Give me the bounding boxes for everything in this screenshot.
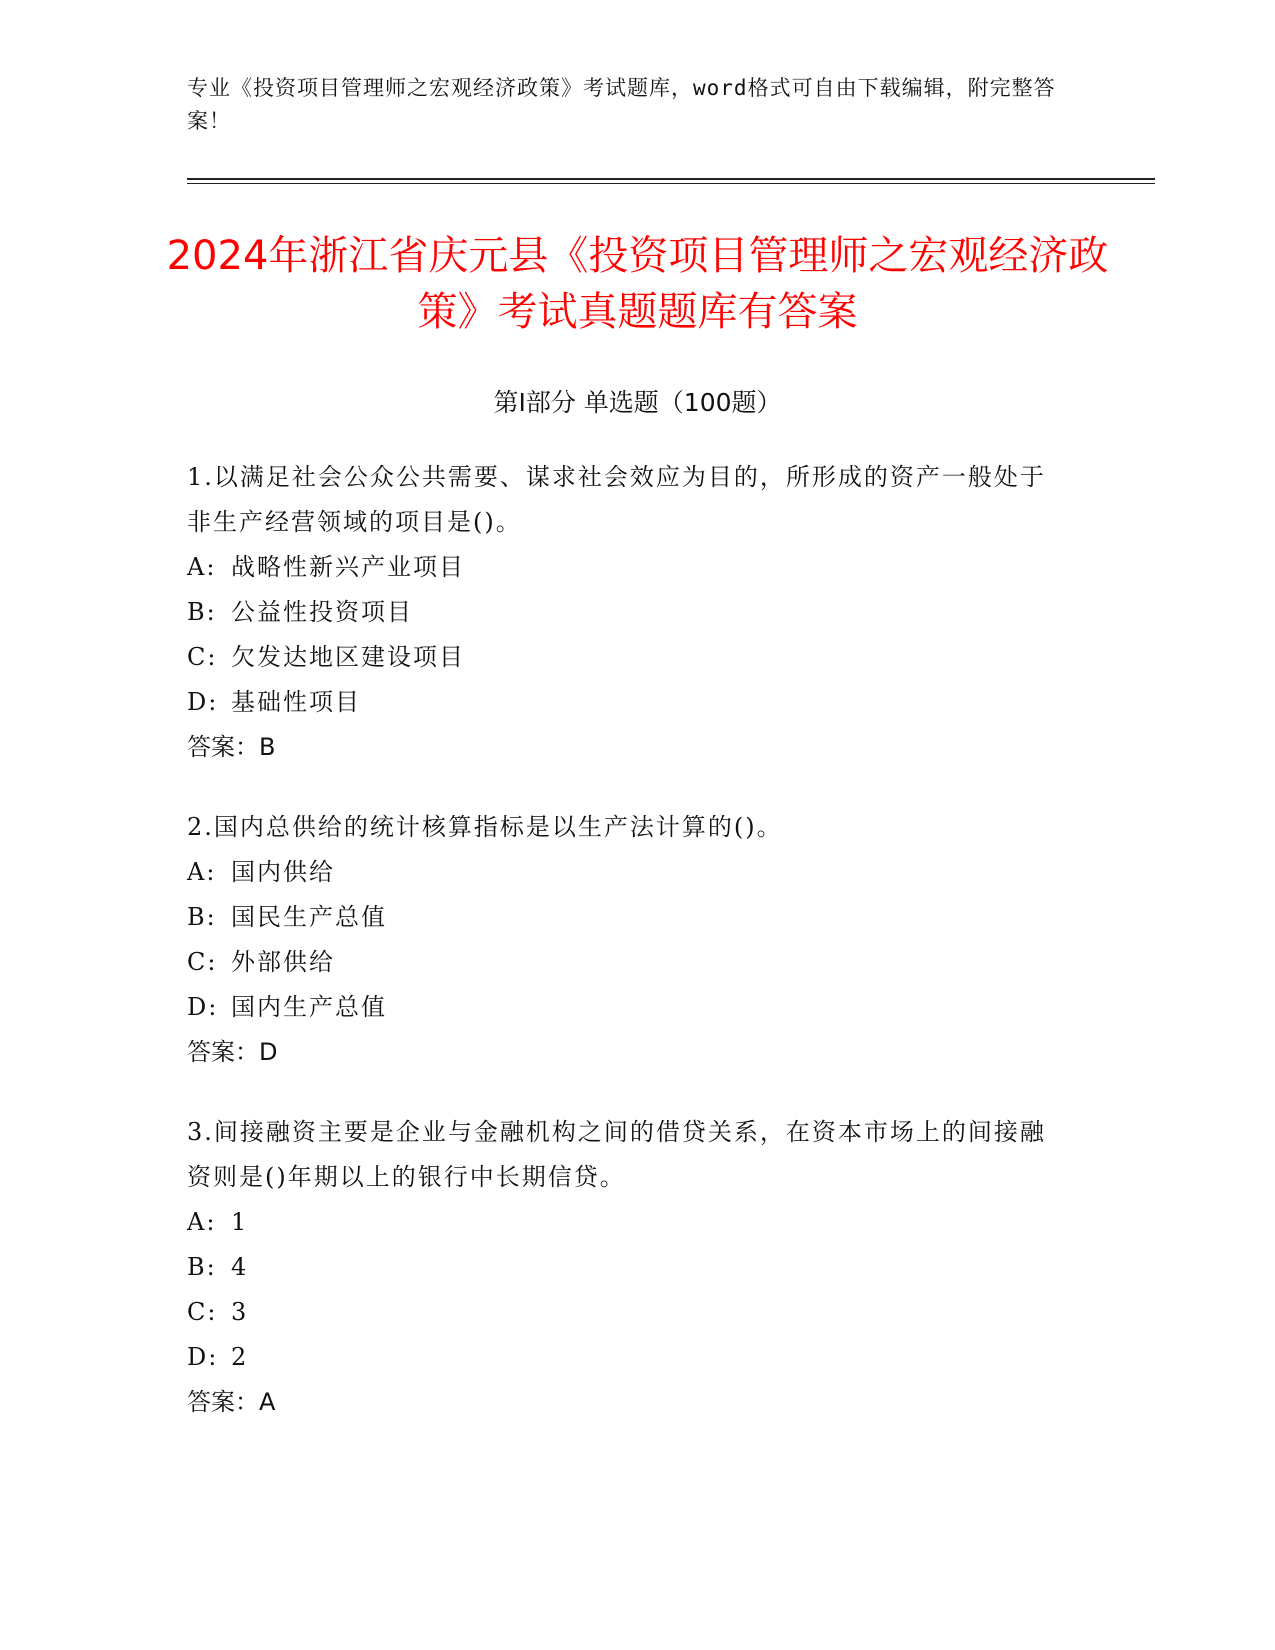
option-text: 战略性新兴产业项目 bbox=[231, 553, 465, 581]
option-b bbox=[187, 1245, 1067, 1290]
option-text: 2 bbox=[231, 1343, 249, 1371]
option-letter: C: bbox=[187, 948, 218, 976]
question-1 bbox=[187, 455, 1067, 770]
option-text: 国民生产总值 bbox=[231, 903, 387, 931]
option-text: 公益性投资项目 bbox=[231, 598, 413, 626]
option-text: 3 bbox=[231, 1298, 249, 1326]
option-d bbox=[187, 680, 1067, 725]
option-text: 国内生产总值 bbox=[231, 993, 387, 1021]
option-text: 4 bbox=[231, 1253, 249, 1281]
option-letter: B: bbox=[187, 598, 217, 626]
option-c bbox=[187, 635, 1067, 680]
answer: 答案：D bbox=[187, 1038, 278, 1066]
option-d bbox=[187, 985, 1067, 1030]
option-letter: C: bbox=[187, 1298, 218, 1326]
option-letter: A: bbox=[187, 858, 217, 886]
option-letter: A: bbox=[187, 553, 217, 581]
question-stem: 3.间接融资主要是企业与金融机构之间的借贷关系，在资本市场上的间接融资则是()年期以上的银行中长期信贷。 bbox=[187, 1118, 1046, 1191]
section-title: 第I部分 单选题（100题） bbox=[493, 388, 782, 417]
answer: 答案：B bbox=[187, 733, 276, 761]
option-letter: D: bbox=[187, 993, 219, 1021]
option-letter: D: bbox=[187, 688, 219, 716]
header-note: 专业《投资项目管理师之宏观经济政策》考试题库，word格式可自由下载编辑，附完整答案！ bbox=[187, 76, 1056, 133]
option-text: 欠发达地区建设项目 bbox=[231, 643, 465, 671]
option-c bbox=[187, 940, 1067, 985]
option-c bbox=[187, 1290, 1067, 1335]
option-letter: A: bbox=[187, 1208, 217, 1236]
question-stem: 1.以满足社会公众公共需要、谋求社会效应为目的，所形成的资产一般处于非生产经营领域的项目是()。 bbox=[187, 463, 1046, 536]
option-a bbox=[187, 1200, 1067, 1245]
option-b bbox=[187, 895, 1067, 940]
option-letter: C: bbox=[187, 643, 218, 671]
option-text: 国内供给 bbox=[231, 858, 335, 886]
question-2 bbox=[187, 805, 1067, 1075]
option-a bbox=[187, 850, 1067, 895]
option-a bbox=[187, 545, 1067, 590]
option-letter: B: bbox=[187, 903, 217, 931]
option-d bbox=[187, 1335, 1067, 1380]
header-divider-thick bbox=[187, 178, 1155, 180]
document-title: 2024年浙江省庆元县《投资项目管理师之宏观经济政策》考试真题题库有答案 bbox=[166, 233, 1109, 335]
option-text: 基础性项目 bbox=[231, 688, 361, 716]
option-letter: B: bbox=[187, 1253, 217, 1281]
question-stem: 2.国内总供给的统计核算指标是以生产法计算的()。 bbox=[187, 813, 783, 841]
option-b bbox=[187, 590, 1067, 635]
option-text: 1 bbox=[231, 1208, 249, 1236]
option-letter: D: bbox=[187, 1343, 219, 1371]
header-divider-thin bbox=[187, 183, 1155, 184]
question-3 bbox=[187, 1110, 1067, 1425]
option-text: 外部供给 bbox=[231, 948, 335, 976]
answer: 答案：A bbox=[187, 1388, 276, 1416]
